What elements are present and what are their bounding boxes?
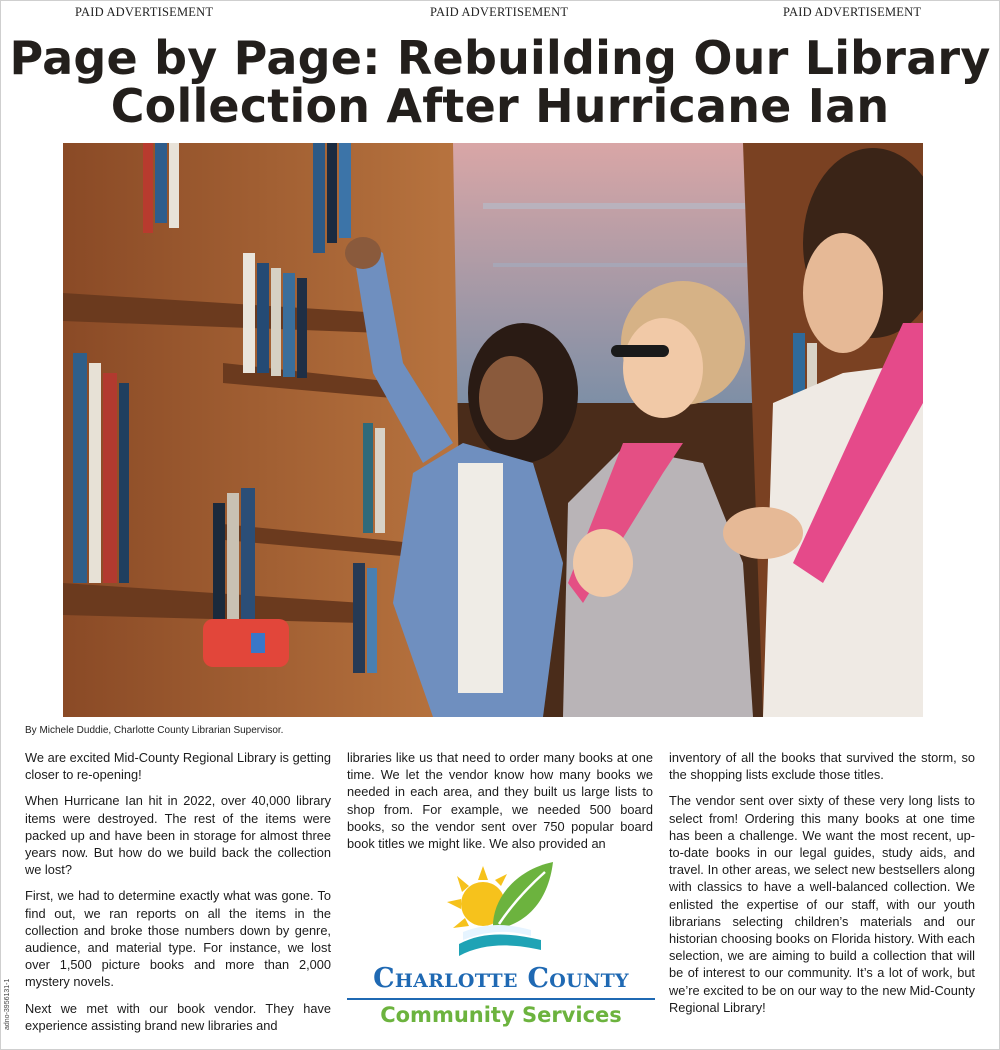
paid-advertisement-label: PAID ADVERTISEMENT	[430, 5, 569, 19]
ad-code: adno-3956131-1	[4, 978, 11, 1030]
article-paragraph: The vendor sent over sixty of these very long lists to select from! Ordering this many books at one time has been a challenge. We want the most recent, up-to-date books in our legal guides, study aids, and travel. In other areas, we select new bestsellers along with classics to have a well-balanced collection. We enlisted the expertise of our staff, with our youth librarians selecting children’s materials and our historian choosing books on Florida history. With each selection, we are aiming to build a collection that will be of interest to our community. It’s a lot of work, but we’re excited to be on our way to the new Mid-County Regional Library!	[669, 793, 975, 1015]
paid-advertisement-label: PAID ADVERTISEMENT	[783, 5, 922, 19]
article-paragraph: Next we met with our book vendor. They have experience assisting brand new libraries and	[25, 1000, 331, 1033]
article-column-2	[347, 749, 653, 861]
article-column-3	[669, 749, 975, 1025]
logo-name: Charlotte County	[373, 963, 629, 994]
article-column-1	[25, 749, 331, 1043]
library-photo	[63, 143, 923, 717]
article-paragraph: inventory of all the books that survived the storm, so the shopping lists exclude those titles.	[669, 750, 975, 783]
article-paragraph: libraries like us that need to order many books at one time. We let the vendor know how many books we needed in each area, and they built us large lists to shop from. For example, we needed 500 board books, so the vendor sent over 750 popular board book titles we might like. We also provided an	[347, 750, 653, 852]
article-paragraph: We are excited Mid-County Regional Library is getting closer to re-opening!	[25, 750, 331, 783]
logo-divider	[347, 998, 655, 1000]
paid-advertisement-row	[0, 5, 1000, 23]
logo-subtitle: Community Services	[380, 1003, 622, 1027]
sun-leaf-wave-icon	[445, 860, 557, 960]
charlotte-county-logo	[345, 860, 657, 1040]
headline-line-1: Page by Page: Rebuilding Our Library	[9, 31, 991, 85]
article-paragraph: When Hurricane Ian hit in 2022, over 40,000 library items were destroyed. The rest of the items were packed up and have been in storage for almost three years now. But how do we build back the collection we lost?	[25, 793, 331, 878]
paid-advertisement-label: PAID ADVERTISEMENT	[75, 5, 214, 19]
headline-line-2: Collection After Hurricane Ian	[110, 79, 890, 133]
article-paragraph: First, we had to determine exactly what was gone. To find out, we ran reports on all the items in the collection and broke those numbers down by genre, audience, and material type. For instance, we lost over 1,500 picture books and more than 2,000 mystery novels.	[25, 888, 331, 990]
byline: By Michele Duddie, Charlotte County Librarian Supervisor.	[25, 725, 284, 736]
children-at-bookshelf-illustration	[63, 143, 923, 717]
headline	[0, 31, 1000, 133]
